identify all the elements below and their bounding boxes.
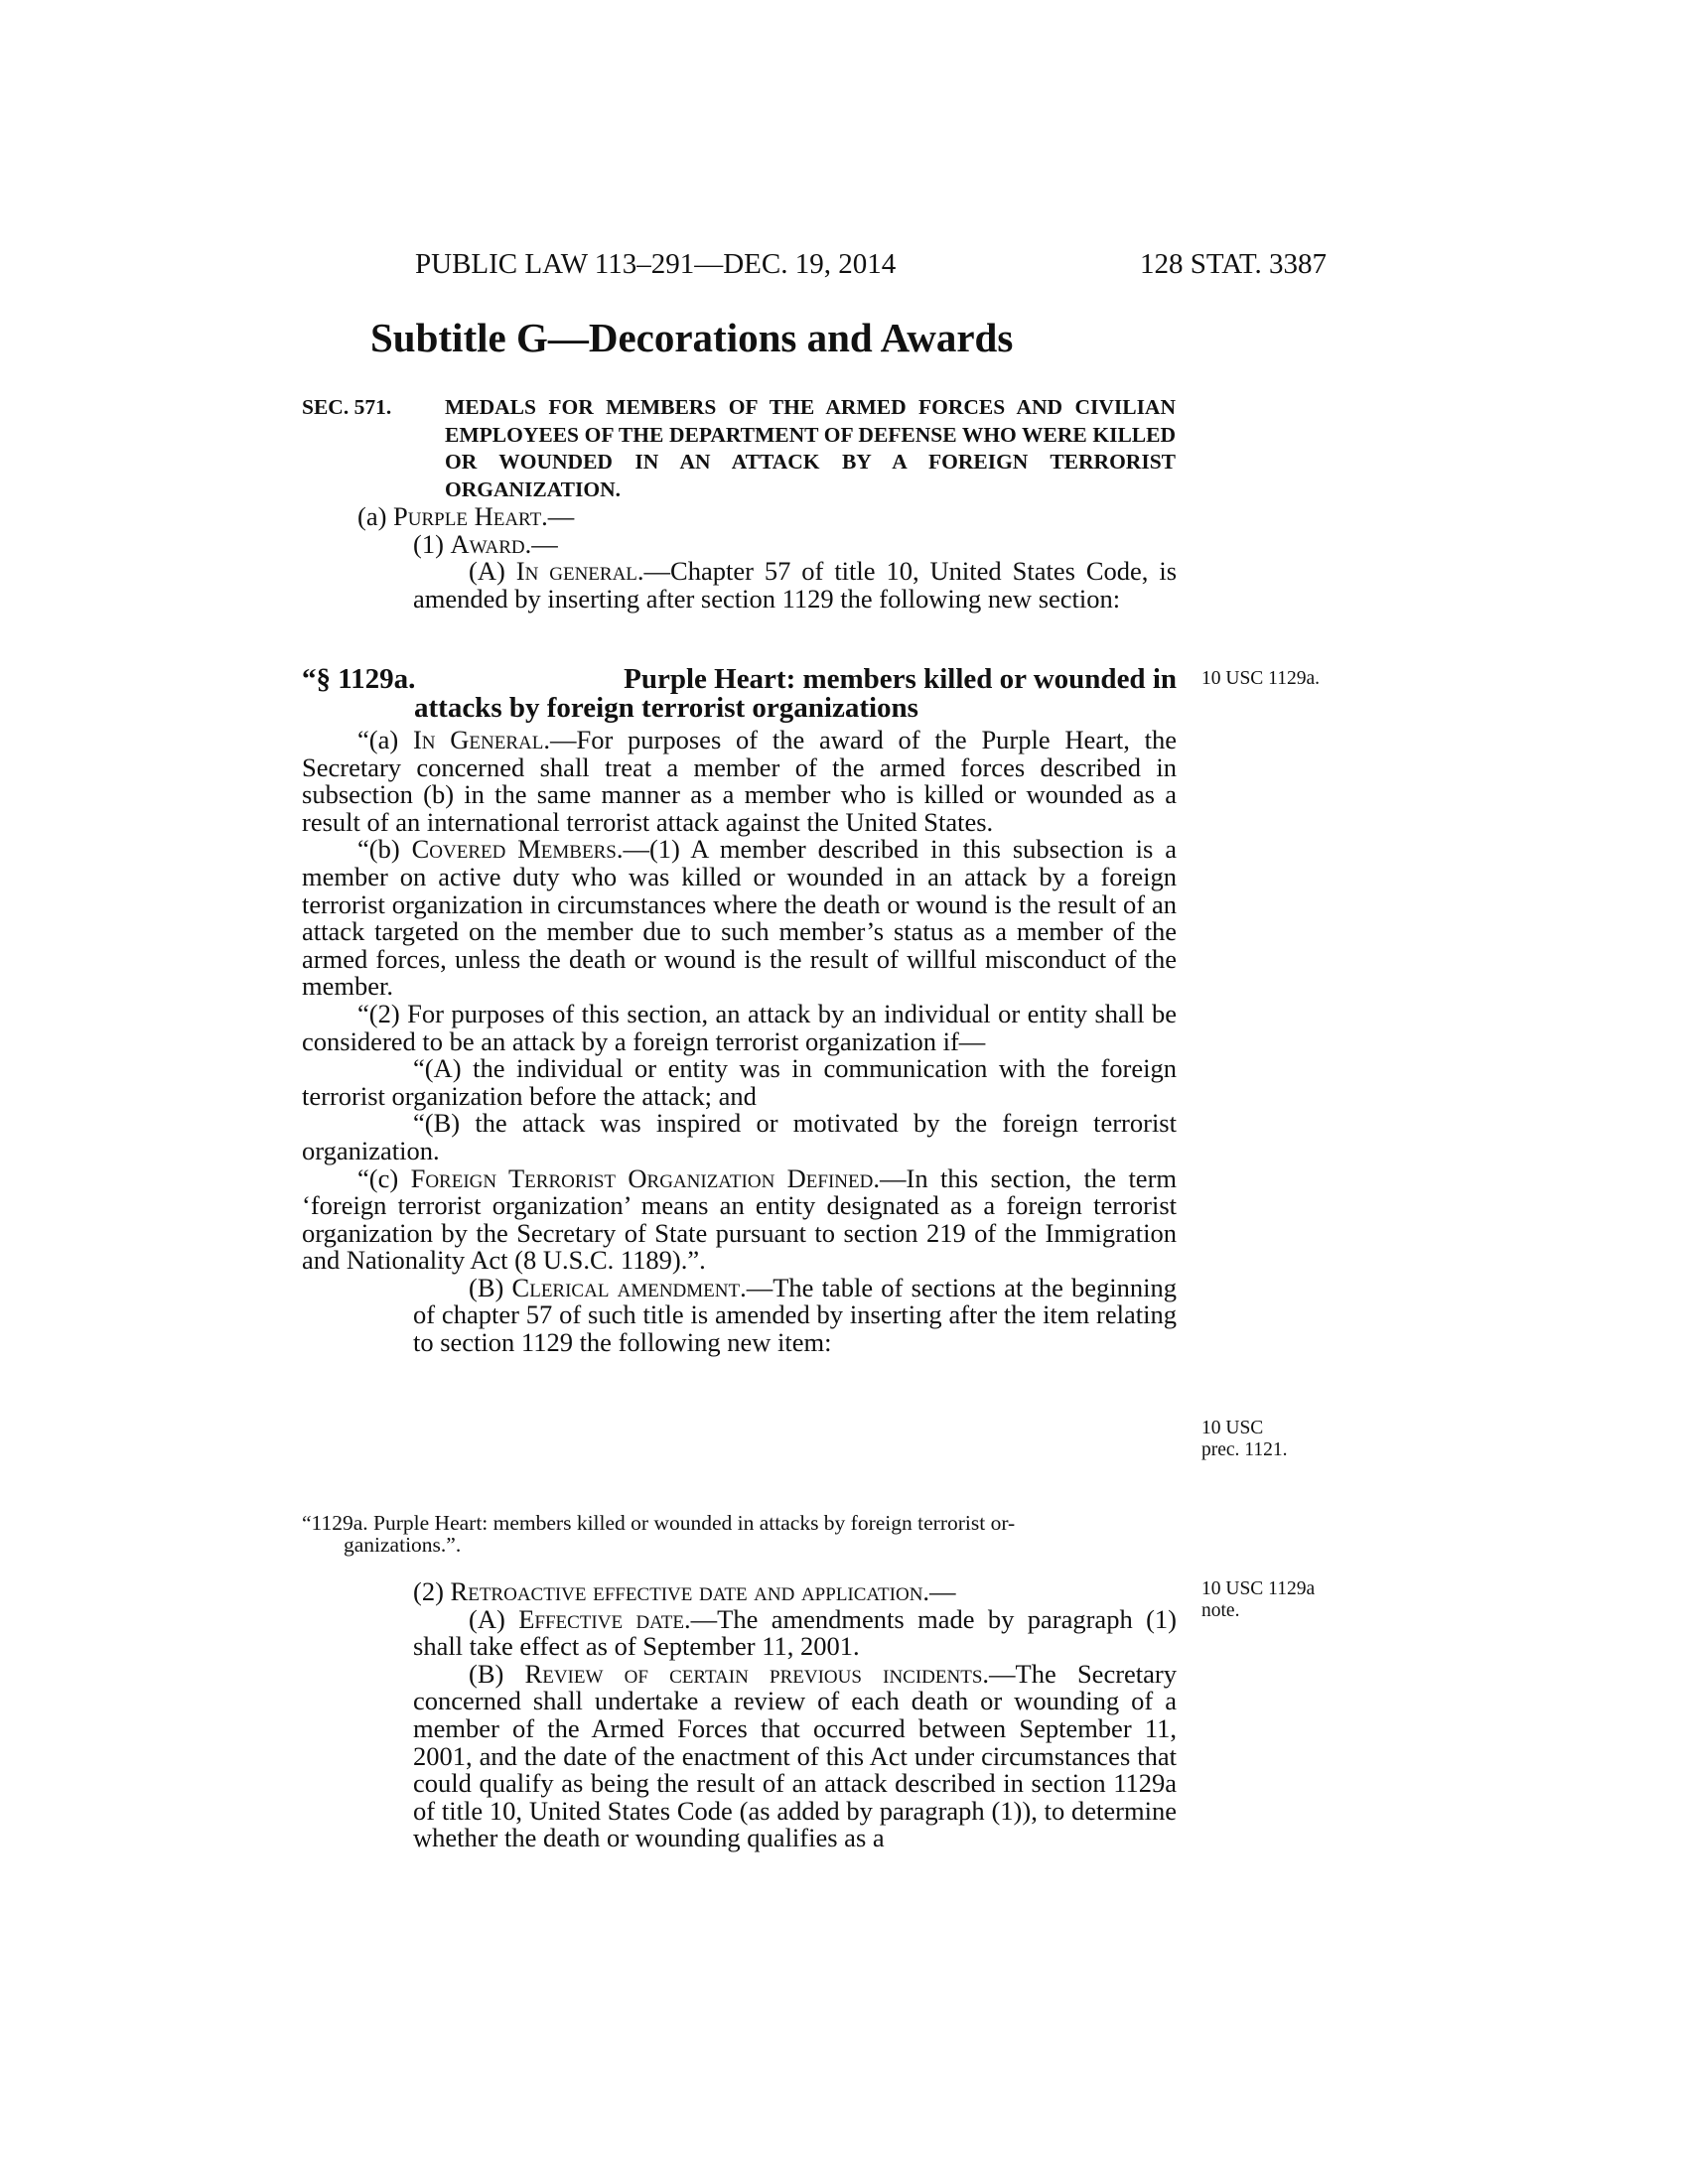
subparagraph-2B: (B) Review of certain previous incidents.—The Secretary concerned shall undertake a review of each death or wounding of a member of the Armed Forces that occurred between September 11, 2001, and the date of the enactment of this Act under circumstances that could qualify as being the result of an attack described in section 1129a of title 10, United States Code (as added by paragraph (1)), to determine whether the death or wounding qualifies as a	[413, 1658, 1177, 1853]
subsection-a: (a) Purple Heart.—	[357, 501, 575, 531]
paragraph-2: (2) Retroactive effective date and application.—	[413, 1576, 956, 1606]
section-label: SEC. 571.	[302, 395, 392, 419]
margin-note-usc-1129a-note: 10 USC 1129a note.	[1201, 1578, 1316, 1621]
paragraph-2-block	[302, 1578, 1177, 1852]
margin-note-usc-1129a: 10 USC 1129a.	[1201, 668, 1320, 689]
new-section-subsection-b2A: “(A) the individual or entity was in communication with the foreign terrorist organization before the attack; and	[302, 1053, 1177, 1111]
new-section-subsection-b2: “(2) For purposes of this section, an attack by an individual or entity shall be considered to be an attack by a foreign terrorist organization if—	[302, 998, 1177, 1056]
new-section-subsection-b: “(b) Covered Members.—(1) A member described in this subsection is a member on active duty who was killed or wounded in an attack by a foreign terrorist organization in circumstances where the death or wound is the result of an attack targeted on the member due to such member’s status as a member of the armed forces, unless the death or wound is the result of willful misconduct of the member.	[302, 834, 1177, 1002]
new-section-mark: “§ 1129a.	[302, 663, 416, 695]
subsection-a-block	[302, 503, 1177, 613]
toc-item-line1: “1129a. Purple Heart: members killed or wounded in attacks by foreign terrorist or-	[302, 1511, 1016, 1535]
toc-item-line2: ganizations.”.	[344, 1533, 462, 1557]
running-header-left: PUBLIC LAW 113–291—DEC. 19, 2014	[415, 248, 897, 280]
section-heading	[302, 394, 1176, 503]
new-section-heading	[302, 665, 1177, 723]
new-section-title-line1: Purple Heart: members killed or wounded in	[624, 663, 1177, 695]
table-of-sections-item	[302, 1512, 1176, 1556]
running-header-page: 128 STAT. 3387	[1140, 248, 1328, 280]
new-section-subsection-b2B: “(B) the attack was inspired or motivated by the foreign terrorist organization.	[302, 1108, 1177, 1165]
new-section-subsection-a: “(a) In General.—For purposes of the award of the Purple Heart, the Secretary concerned shall treat a member of the armed forces described in subsection (b) in the same manner as a member who is killed or wounded as a result of an international terrorist attack against the United States.	[302, 725, 1178, 837]
new-section-body	[302, 727, 1177, 1357]
section-title: MEDALS FOR MEMBERS OF THE ARMED FORCES AND CIVILIAN EMPLOYEES OF THE DEPARTMENT OF DEFENSE WHO WERE KILLED OR WOUNDED IN AN ATTACK BY A FOREIGN TERRORIST ORGANIZATION.	[445, 395, 1176, 501]
paragraph-1: (1) Award.—	[413, 528, 558, 559]
subparagraph-2A: (A) Effective date.—The amendments made by paragraph (1) shall take effect as of September 11, 2001.	[413, 1603, 1177, 1662]
margin-note-usc-prec-1121: 10 USC prec. 1121.	[1201, 1418, 1288, 1460]
subparagraph-1A: (A) In general.—Chapter 57 of title 10, United States Code, is amended by inserting after section 1129 the following new section:	[413, 556, 1178, 614]
subtitle-heading: Subtitle G—Decorations and Awards	[370, 315, 1014, 360]
new-section-title-line2: attacks by foreign terrorist organizations	[414, 692, 918, 724]
new-section-subsection-c: “(c) Foreign Terrorist Organization Defined.—In this section, the term ‘foreign terrorist organization’ means an entity designated as a foreign terrorist organization by the Secretary of State pursuant to section 219 of the Immigration and Nationality Act (8 U.S.C. 1189).”.	[302, 1162, 1178, 1276]
subparagraph-1B: (B) Clerical amendment.—The table of sections at the beginning of chapter 57 of such title is amended by inserting after the item relating to section 1129 the following new item:	[413, 1272, 1178, 1358]
